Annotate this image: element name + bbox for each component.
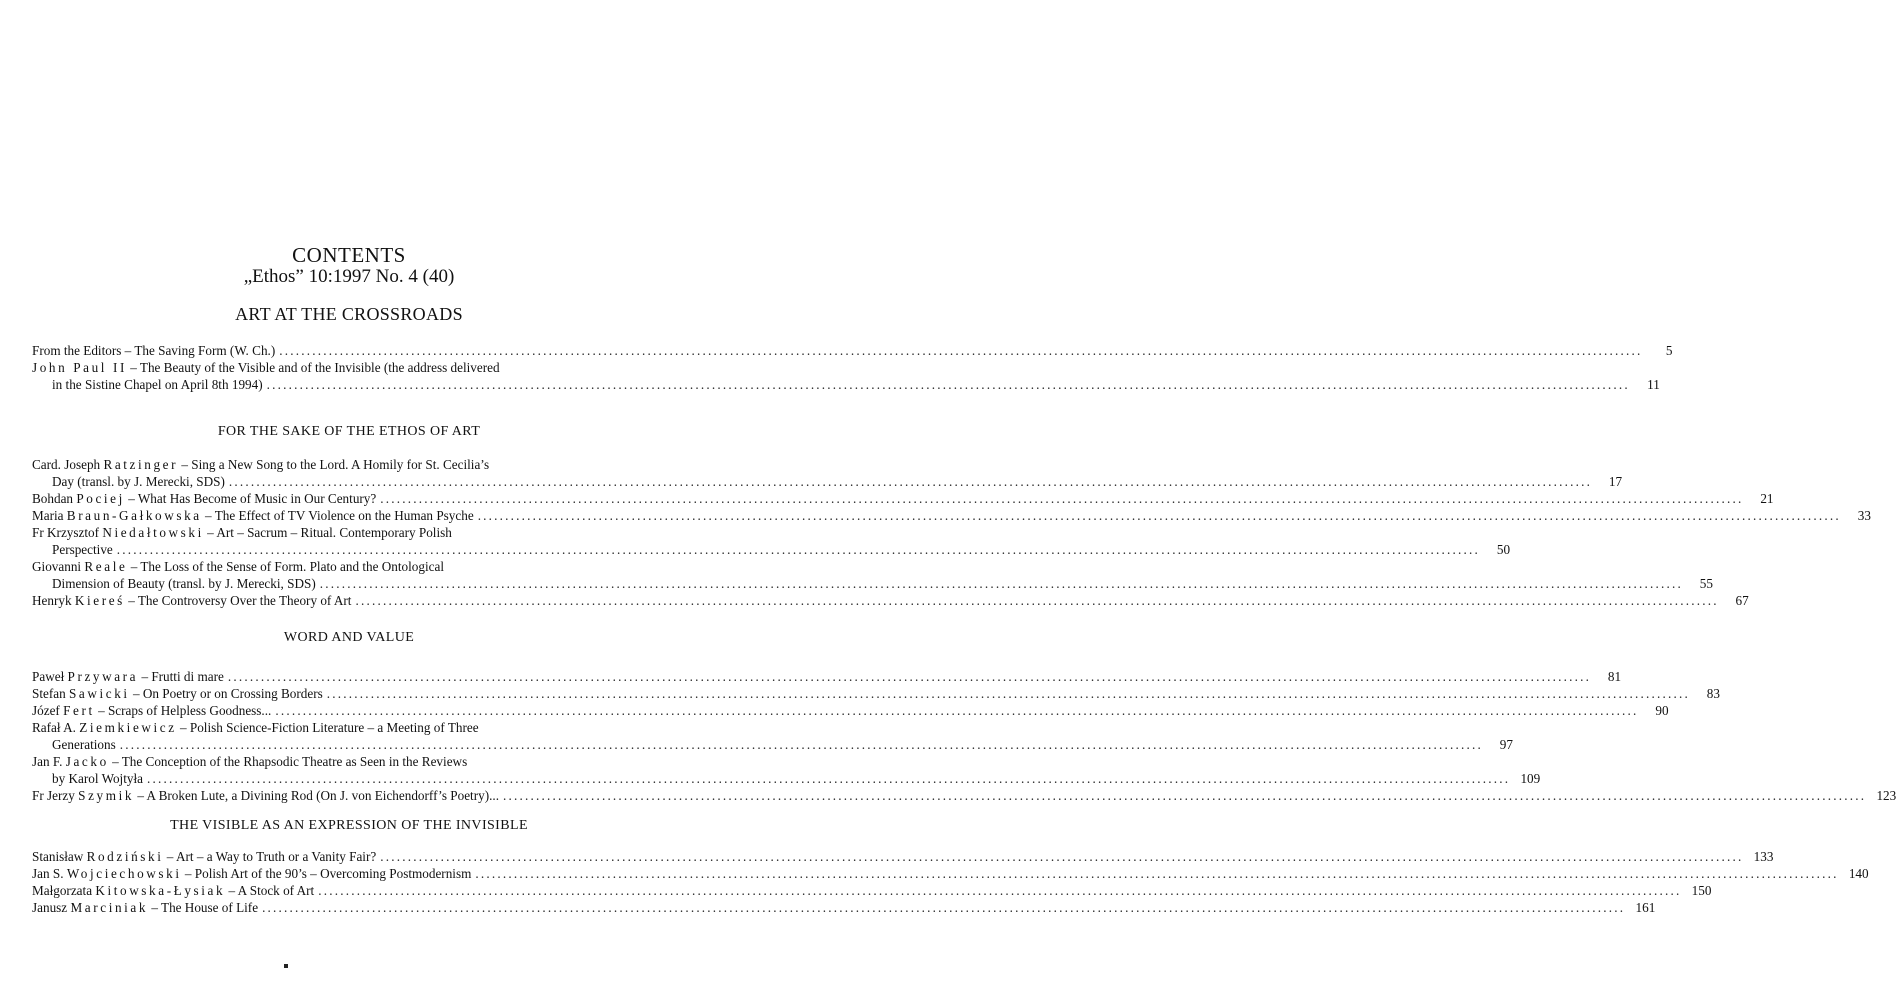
toc-entry bbox=[32, 882, 1712, 899]
entry-first-line bbox=[32, 490, 1774, 507]
section-editorial bbox=[32, 342, 1673, 393]
entry-title bbox=[32, 359, 500, 376]
leader-dots bbox=[478, 507, 1841, 524]
author-surname: Reale bbox=[84, 559, 128, 574]
section-heading: FOR THE SAKE OF THE ETHOS OF ART bbox=[217, 424, 481, 439]
entry-title bbox=[32, 753, 467, 770]
entry-first-line bbox=[32, 685, 1720, 702]
leader-dots bbox=[117, 541, 1480, 558]
toc-entry bbox=[32, 342, 1673, 359]
leader-dots bbox=[320, 575, 1683, 592]
page-title: CONTENTS bbox=[292, 243, 406, 267]
entry-first-line bbox=[32, 507, 1871, 524]
toc-entry bbox=[32, 719, 1513, 753]
entry-list bbox=[32, 848, 1869, 916]
entry-prefix: Fr Krzysztof bbox=[32, 525, 103, 540]
entry-title bbox=[32, 342, 275, 359]
entry-continuation-line bbox=[32, 376, 1660, 393]
leader-dots bbox=[147, 770, 1510, 787]
page-number: 11 bbox=[1647, 377, 1660, 392]
author-surname: Jacko bbox=[65, 754, 109, 769]
author-surname: Fert bbox=[63, 703, 95, 718]
leader-dots bbox=[327, 685, 1690, 702]
page-number: 81 bbox=[1607, 669, 1622, 684]
entry-continuation: Perspective bbox=[52, 542, 113, 557]
entry-text: – On Poetry or on Crossing Borders bbox=[129, 686, 323, 701]
entry-list bbox=[32, 342, 1673, 393]
section-heading: THE VISIBLE AS AN EXPRESSION OF THE INVISIBLE bbox=[170, 818, 528, 833]
entry-text: – The Effect of TV Violence on the Human Psyche bbox=[201, 508, 474, 523]
toc-entry bbox=[32, 558, 1713, 592]
page-number: 17 bbox=[1608, 474, 1623, 489]
entry-first-line bbox=[32, 359, 666, 376]
toc-entry bbox=[32, 899, 1656, 916]
toc-entry bbox=[32, 490, 1774, 507]
entry-prefix: Card. Joseph bbox=[32, 457, 104, 472]
entry-first-line bbox=[32, 592, 1749, 609]
entry-continuation-line bbox=[32, 736, 1513, 753]
entry-first-line bbox=[32, 899, 1656, 916]
toc-entry bbox=[32, 592, 1749, 609]
entry-prefix: Paweł bbox=[32, 669, 68, 684]
entry-title bbox=[32, 668, 224, 685]
toc-entry bbox=[32, 507, 1871, 524]
entry-prefix: Bohdan bbox=[32, 491, 77, 506]
leader-dots bbox=[267, 376, 1630, 393]
entry-first-line bbox=[32, 456, 666, 473]
entry-title bbox=[32, 848, 376, 865]
toc-entry bbox=[32, 359, 1660, 393]
entry-prefix: Stefan bbox=[32, 686, 69, 701]
entry-first-line bbox=[32, 848, 1774, 865]
entry-continuation: Day (transl. by J. Merecki, SDS) bbox=[52, 474, 225, 489]
page-number: 5 bbox=[1665, 343, 1673, 358]
entry-text: – A Stock of Art bbox=[225, 883, 315, 898]
entry-first-line bbox=[32, 865, 1869, 882]
entry-continuation: Dimension of Beauty (transl. by J. Merecki, SDS) bbox=[52, 576, 316, 591]
page-number: 140 bbox=[1848, 866, 1869, 881]
entry-continuation: in the Sistine Chapel on April 8th 1994) bbox=[52, 377, 263, 392]
entry-first-line bbox=[32, 524, 666, 541]
entry-list bbox=[32, 668, 1896, 804]
leader-dots bbox=[275, 702, 1638, 719]
entry-continuation-line bbox=[32, 541, 1511, 558]
leader-dots bbox=[318, 882, 1681, 899]
author-surname: Niedałtowski bbox=[102, 525, 204, 540]
author-surname: Kiereś bbox=[74, 593, 125, 608]
author-surname: Kitowska-Łysiak bbox=[95, 883, 226, 898]
entry-title bbox=[32, 685, 323, 702]
entry-first-line bbox=[32, 719, 666, 736]
leader-dots bbox=[475, 865, 1838, 882]
leader-dots bbox=[262, 899, 1625, 916]
entry-first-line bbox=[32, 753, 666, 770]
entry-prefix: Fr Jerzy bbox=[32, 788, 79, 803]
entry-first-line bbox=[32, 668, 1622, 685]
entry-text: – What Has Become of Music in Our Century? bbox=[124, 491, 377, 506]
entry-prefix: Janusz bbox=[32, 900, 71, 915]
entry-title bbox=[32, 899, 258, 916]
entry-title bbox=[32, 592, 351, 609]
entry-prefix: Józef bbox=[32, 703, 64, 718]
page-number: 83 bbox=[1706, 686, 1720, 701]
toc-entry bbox=[32, 753, 1541, 787]
contents-page bbox=[32, 0, 1896, 994]
page-number: 97 bbox=[1499, 737, 1513, 752]
leader-dots bbox=[279, 342, 1642, 359]
leader-dots bbox=[380, 848, 1743, 865]
toc-entry bbox=[32, 702, 1669, 719]
entry-title bbox=[32, 865, 471, 882]
toc-entry bbox=[32, 685, 1720, 702]
page-number: 55 bbox=[1699, 576, 1713, 591]
toc-entry bbox=[32, 524, 1511, 558]
page-number: 67 bbox=[1735, 593, 1749, 608]
leader-dots bbox=[380, 490, 1743, 507]
toc-entry bbox=[32, 668, 1622, 685]
entry-text: – The Controversy Over the Theory of Art bbox=[124, 593, 352, 608]
entry-prefix: Rafał A. bbox=[32, 720, 80, 735]
page-number: 109 bbox=[1520, 771, 1541, 786]
entry-first-line bbox=[32, 787, 1896, 804]
author-surname: Szymik bbox=[78, 788, 135, 803]
entry-first-line bbox=[32, 558, 666, 575]
leader-dots bbox=[503, 787, 1866, 804]
entry-text: – Art – Sacrum – Ritual. Contemporary Polish bbox=[203, 525, 452, 540]
entry-text: – Scraps of Helpless Goodness... bbox=[94, 703, 272, 718]
page-number: 33 bbox=[1857, 508, 1871, 523]
entry-prefix: Henryk bbox=[32, 593, 75, 608]
entry-list bbox=[32, 456, 1871, 609]
entry-text: – A Broken Lute, a Divining Rod (On J. von Eichendorff’s Poetry)... bbox=[134, 788, 499, 803]
toc-entry bbox=[32, 787, 1896, 804]
entry-prefix: From the Editors – The Saving Form (W. Ch.) bbox=[32, 343, 276, 358]
page-number: 90 bbox=[1655, 703, 1669, 718]
entry-prefix: Giovanni bbox=[32, 559, 85, 574]
page-number: 50 bbox=[1496, 542, 1511, 557]
entry-prefix: Małgorzata bbox=[32, 883, 96, 898]
author-surname: John Paul II bbox=[32, 360, 127, 375]
entry-title bbox=[32, 719, 479, 736]
entry-title bbox=[32, 456, 489, 473]
leader-dots bbox=[120, 736, 1483, 753]
page-number: 161 bbox=[1635, 900, 1656, 915]
entry-prefix: Stanisław bbox=[32, 849, 87, 864]
entry-title bbox=[32, 490, 376, 507]
toc-entry bbox=[32, 848, 1774, 865]
printer-mark bbox=[284, 964, 288, 968]
author-surname: Braun-Gałkowska bbox=[66, 508, 202, 523]
author-surname: Pociej bbox=[76, 491, 125, 506]
entry-prefix: Maria bbox=[32, 508, 67, 523]
entry-title bbox=[32, 882, 314, 899]
entry-continuation-line bbox=[32, 575, 1713, 592]
entry-text: – The Conception of the Rhapsodic Theatre as Seen in the Reviews bbox=[108, 754, 468, 769]
page-number: 150 bbox=[1691, 883, 1712, 898]
toc-entry bbox=[32, 865, 1869, 882]
entry-continuation-line bbox=[32, 473, 1623, 490]
entry-text: – Art – a Way to Truth or a Vanity Fair? bbox=[163, 849, 377, 864]
entry-text: – The Beauty of the Visible and of the Invisible (the address delivered bbox=[126, 360, 500, 375]
entry-text: – Sing a New Song to the Lord. A Homily for St. Cecilia’s bbox=[178, 457, 490, 472]
entry-prefix: Jan S. bbox=[32, 866, 67, 881]
leader-dots bbox=[229, 473, 1592, 490]
entry-first-line bbox=[32, 342, 1673, 359]
entry-continuation: Generations bbox=[52, 737, 116, 752]
section-visible-invisible bbox=[32, 818, 1869, 916]
author-surname: Ziemkiewicz bbox=[79, 720, 177, 735]
author-surname: Marciniak bbox=[70, 900, 149, 915]
entry-title bbox=[32, 702, 271, 719]
author-surname: Ratzinger bbox=[103, 457, 179, 472]
main-heading: ART AT THE CROSSROADS bbox=[235, 304, 463, 324]
leader-dots bbox=[355, 592, 1718, 609]
entry-first-line bbox=[32, 702, 1669, 719]
entry-title bbox=[32, 524, 452, 541]
page-number: 21 bbox=[1760, 491, 1774, 506]
leader-dots bbox=[228, 668, 1591, 685]
author-surname: Rodziński bbox=[86, 849, 164, 864]
author-surname: Przywara bbox=[67, 669, 139, 684]
author-surname: Sawicki bbox=[69, 686, 130, 701]
entry-title bbox=[32, 787, 499, 804]
entry-continuation-line bbox=[32, 770, 1541, 787]
page-number: 123 bbox=[1876, 788, 1896, 803]
entry-title bbox=[32, 558, 444, 575]
entry-text: – Frutti di mare bbox=[138, 669, 224, 684]
page-number: 133 bbox=[1753, 849, 1774, 864]
entry-text: – The Loss of the Sense of Form. Plato and the Ontological bbox=[127, 559, 444, 574]
entry-prefix: Jan F. bbox=[32, 754, 66, 769]
section-ethos-of-art bbox=[32, 424, 1871, 609]
entry-continuation: by Karol Wojtyła bbox=[52, 771, 143, 786]
entry-text: – Polish Science-Fiction Literature – a Meeting of Three bbox=[176, 720, 479, 735]
entry-first-line bbox=[32, 882, 1712, 899]
entry-text: – Polish Art of the 90’s – Overcoming Postmodernism bbox=[181, 866, 472, 881]
entry-title bbox=[32, 507, 474, 524]
author-surname: Wojciechowski bbox=[66, 866, 182, 881]
section-word-and-value bbox=[32, 630, 1896, 804]
issue-subtitle: „Ethos” 10:1997 No. 4 (40) bbox=[243, 266, 455, 287]
toc-entry bbox=[32, 456, 1623, 490]
entry-text: – The House of Life bbox=[148, 900, 259, 915]
section-heading: WORD AND VALUE bbox=[283, 630, 415, 645]
